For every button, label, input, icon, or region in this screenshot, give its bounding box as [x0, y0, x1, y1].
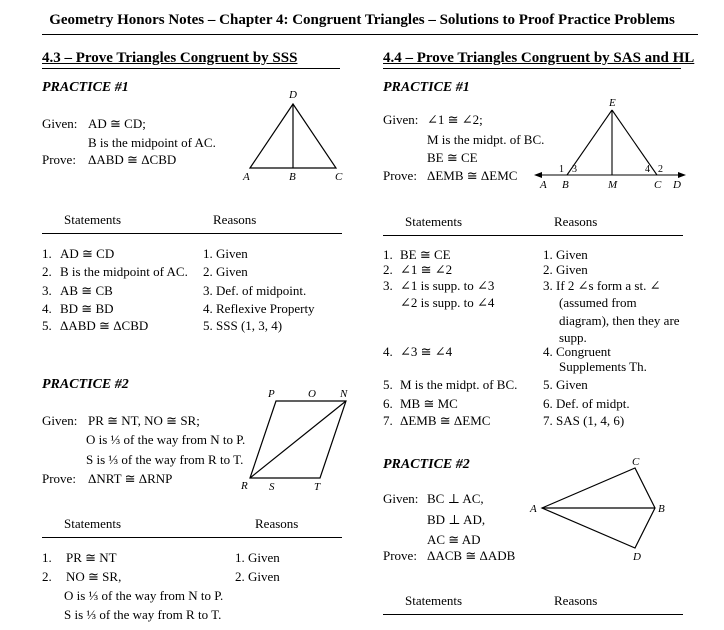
statement: M is the midpt. of BC.: [400, 377, 518, 392]
given-label: Given:: [383, 491, 419, 506]
given-statement: BE ≅ CE: [427, 150, 478, 165]
reasons-header: Reasons: [554, 593, 598, 608]
reason: 2. Given: [543, 262, 588, 277]
vertex-label: T: [314, 481, 321, 493]
step-number: 1.: [42, 246, 52, 261]
section-rule-left: [42, 68, 340, 69]
vertex-label: P: [268, 388, 275, 400]
reason: 5. SSS (1, 3, 4): [203, 318, 283, 333]
angle-label: 2: [658, 164, 663, 175]
reason: (assumed from: [559, 295, 637, 310]
statements-header: Statements: [64, 212, 122, 227]
statement: ∠1 ≅ ∠2: [400, 262, 453, 277]
vertex-label: A: [530, 503, 537, 515]
vertex-label: S: [269, 481, 275, 493]
vertex-label: C: [654, 179, 662, 191]
given-statement: PR ≅ NT, NO ≅ SR;: [88, 413, 200, 428]
prove-statement: ΔACB ≅ ΔADB: [427, 548, 516, 563]
statement: ∠1 is supp. to ∠3: [400, 278, 495, 293]
vertex-label: B: [658, 503, 665, 515]
step-number: 2.: [383, 262, 393, 277]
step-number: 1.: [42, 550, 52, 565]
vertex-label: R: [241, 480, 248, 492]
step-number: 5.: [42, 318, 52, 333]
step-number: 5.: [383, 377, 393, 392]
step-number: 3.: [383, 278, 393, 293]
given-label: Given:: [383, 112, 419, 127]
statements-header: Statements: [64, 516, 122, 531]
angle-label: 4: [645, 164, 650, 175]
reasons-header: Reasons: [554, 214, 598, 229]
reason: 4. Congruent: [543, 344, 611, 359]
table-rule: [42, 537, 342, 538]
step-number: 6.: [383, 396, 393, 411]
section-title-sss: 4.3 – Prove Triangles Congruent by SSS: [42, 50, 298, 66]
diagonal-rn: [250, 401, 346, 478]
vertex-label: C: [632, 456, 640, 468]
vertex-label: D: [633, 551, 641, 563]
page-title: Geometry Honors Notes – Chapter 4: Congruent Triangles – Solutions to Proof Practice Problems: [49, 12, 675, 28]
prove-statement: ΔABD ≅ ΔCBD: [88, 152, 177, 167]
reason: 2. Given: [203, 264, 248, 279]
reason: 3. If 2 ∠s form a st. ∠: [543, 278, 661, 293]
statements-header: Statements: [405, 593, 463, 608]
reason: 6. Def. of midpt.: [543, 396, 630, 411]
given-statement: M is the midpt. of BC.: [427, 132, 545, 147]
practice-2-heading: PRACTICE #2: [42, 377, 129, 392]
kite-figure: [525, 456, 675, 564]
parallelogram-figure: [236, 386, 356, 496]
statement: NO ≅ SR,: [66, 569, 122, 584]
statement: BE ≅ CE: [400, 247, 451, 262]
statement: BD ≅ BD: [60, 301, 114, 316]
reason: 7. SAS (1, 4, 6): [543, 413, 625, 428]
given-label: Given:: [42, 116, 78, 131]
table-rule: [42, 233, 342, 234]
given-statement: AD ≅ CD;: [88, 116, 146, 131]
prove-label: Prove:: [42, 471, 76, 486]
vertex-label: B: [289, 171, 296, 183]
reason: 1. Given: [543, 247, 588, 262]
vertex-label: E: [609, 97, 616, 109]
vertex-label: C: [335, 171, 343, 183]
step-number: 4.: [383, 344, 393, 359]
reason: 1. Given: [203, 246, 248, 261]
given-statement: ∠1 ≅ ∠2;: [427, 112, 483, 127]
prove-statement: ΔEMB ≅ ΔEMC: [427, 168, 518, 183]
segment-ce: [612, 110, 657, 175]
given-statement: AC ≅ AD: [427, 532, 481, 547]
practice-1-heading: PRACTICE #1: [42, 80, 129, 95]
statement: PR ≅ NT: [66, 550, 117, 565]
statement: ∠3 ≅ ∠4: [400, 344, 453, 359]
vertex-label: O: [308, 388, 316, 400]
given-statement: BC ⊥ AC,: [427, 491, 484, 506]
statement: O is ⅓ of the way from N to P.: [64, 588, 224, 603]
statement: AD ≅ CD: [60, 246, 115, 261]
vertex-label: A: [243, 171, 250, 183]
statement: MB ≅ MC: [400, 396, 458, 411]
triangle-emb-figure: [532, 94, 692, 194]
given-label: Given:: [42, 413, 78, 428]
section-title-sas-hl: 4.4 – Prove Triangles Congruent by SAS and HL: [383, 50, 695, 66]
statements-header: Statements: [405, 214, 463, 229]
statement: ΔEMB ≅ ΔEMC: [400, 413, 491, 428]
reason: supp.: [559, 330, 587, 345]
angle-label: 3: [572, 164, 577, 175]
arrow-right: [678, 172, 686, 178]
step-number: 2.: [42, 264, 52, 279]
reason: Supplements Th.: [559, 359, 647, 374]
step-number: 4.: [42, 301, 52, 316]
reasons-header: Reasons: [213, 212, 257, 227]
table-rule: [383, 614, 683, 615]
reason: 4. Reflexive Property: [203, 301, 315, 316]
given-statement: BD ⊥ AD,: [427, 512, 486, 527]
reason: diagram), then they are: [559, 313, 680, 328]
given-statement: O is ⅓ of the way from N to P.: [86, 432, 246, 447]
title-divider: [42, 34, 698, 35]
table-rule: [383, 235, 683, 236]
statement: ∠2 is supp. to ∠4: [400, 295, 495, 310]
prove-label: Prove:: [383, 168, 417, 183]
section-rule-right: [383, 68, 681, 69]
step-number: 7.: [383, 413, 393, 428]
arrow-left: [534, 172, 542, 178]
step-number: 2.: [42, 569, 52, 584]
vertex-label: D: [673, 179, 681, 191]
prove-statement: ΔNRT ≅ ΔRNP: [88, 471, 173, 486]
reason: 5. Given: [543, 377, 588, 392]
angle-label: 1: [559, 164, 564, 175]
vertex-label: N: [340, 388, 348, 400]
statement: S is ⅓ of the way from R to T.: [64, 607, 222, 622]
step-number: 1.: [383, 247, 393, 262]
statement: B is the midpoint of AC.: [60, 264, 188, 279]
reasons-header: Reasons: [255, 516, 299, 531]
reason: 2. Given: [235, 569, 280, 584]
vertex-label: A: [540, 179, 547, 191]
vertex-label: D: [289, 89, 297, 101]
vertex-label: B: [562, 179, 569, 191]
prove-label: Prove:: [383, 548, 417, 563]
triangle-abd-figure: [235, 86, 350, 186]
reason: 1. Given: [235, 550, 280, 565]
practice-1-heading: PRACTICE #1: [383, 80, 470, 95]
step-number: 3.: [42, 283, 52, 298]
statement: ΔABD ≅ ΔCBD: [60, 318, 149, 333]
given-statement: S is ⅓ of the way from R to T.: [86, 452, 244, 467]
given-statement: B is the midpoint of AC.: [88, 135, 216, 150]
reason: 3. Def. of midpoint.: [203, 283, 307, 298]
practice-2-heading: PRACTICE #2: [383, 457, 470, 472]
vertex-label: M: [608, 179, 618, 191]
prove-label: Prove:: [42, 152, 76, 167]
statement: AB ≅ CB: [60, 283, 113, 298]
